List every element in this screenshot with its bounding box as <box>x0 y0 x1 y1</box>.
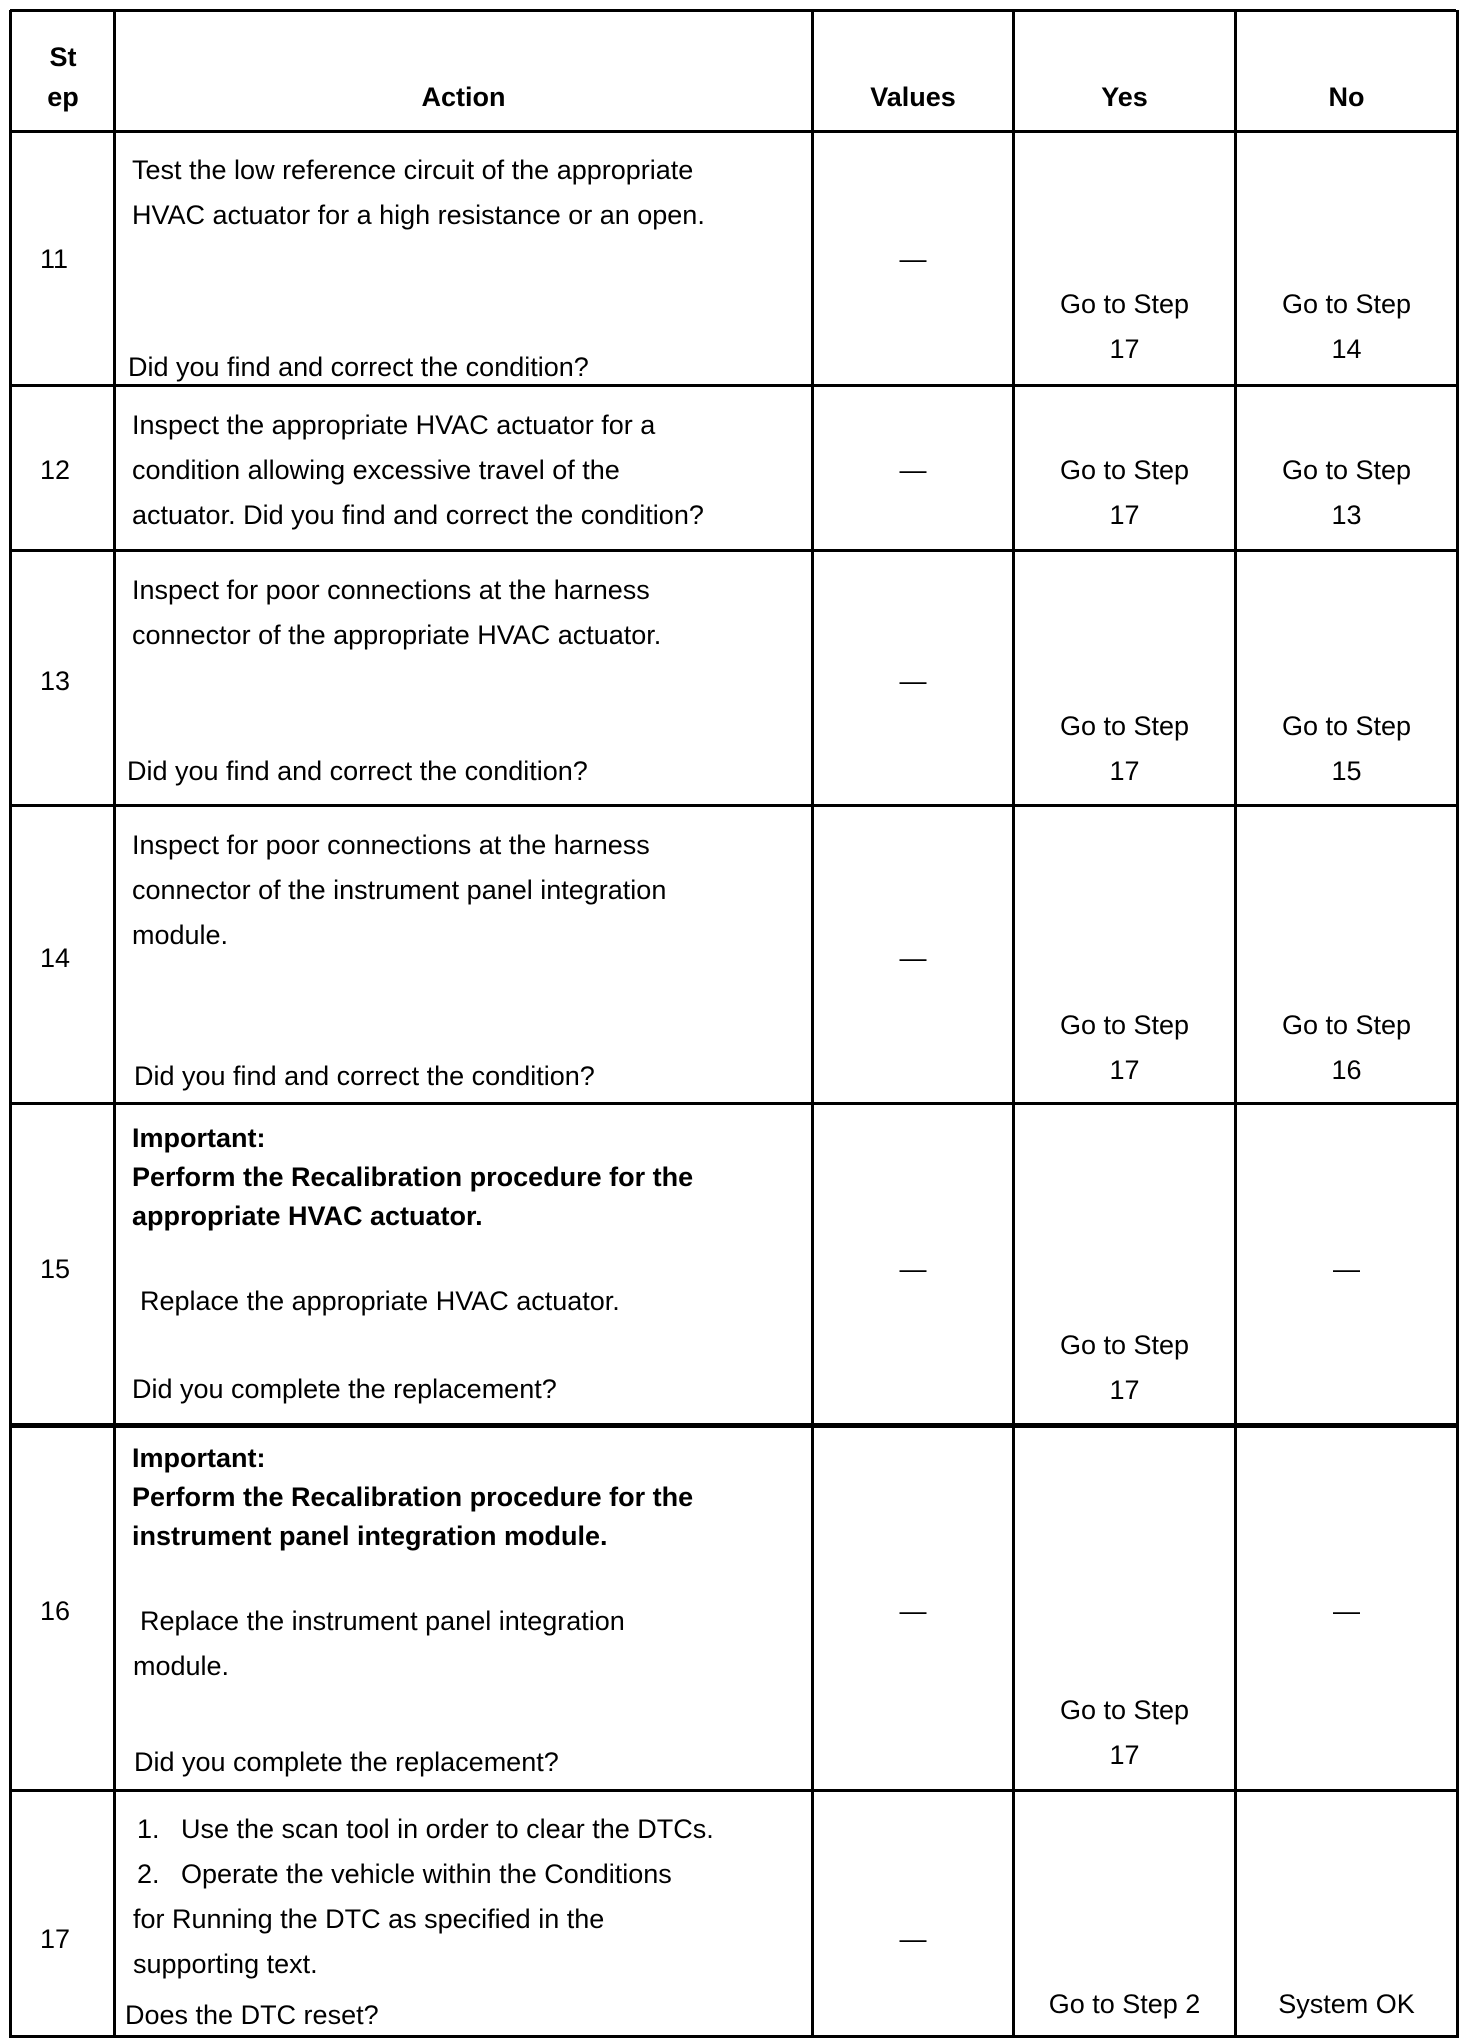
no-goto-text: Go to Step <box>1281 711 1412 741</box>
no-dash: — <box>1333 1596 1360 1626</box>
no-goto-step: 14 <box>1331 334 1362 364</box>
action-text: Replace the appropriate HVAC actuator. <box>140 1286 620 1316</box>
col-border <box>811 10 814 2038</box>
action-text: Replace the instrument panel integration <box>140 1606 625 1636</box>
step-number: 13 <box>40 666 71 696</box>
action-text: Test the low reference circuit of the appropriate <box>132 155 694 185</box>
no-goto-step: 13 <box>1331 500 1362 530</box>
yes-goto-text: Go to Step 2 <box>1048 1989 1201 2019</box>
row-border <box>10 804 1456 807</box>
action-text: Inspect the appropriate HVAC actuator for a <box>132 410 656 440</box>
action-text: for Running the DTC as specified in the <box>133 1904 605 1934</box>
yes-goto-text: Go to Step <box>1059 1330 1190 1360</box>
values-dash: — <box>899 1254 927 1284</box>
step-number: 15 <box>40 1254 71 1284</box>
important-label: Important: <box>132 1443 266 1473</box>
important-label: Important: <box>132 1123 266 1153</box>
no-goto-text: Go to Step <box>1281 1010 1412 1040</box>
yes-goto-step: 17 <box>1109 1055 1140 1085</box>
values-dash: — <box>899 1596 927 1626</box>
col-border <box>1456 10 1459 2038</box>
yes-goto-text: Go to Step <box>1059 1010 1190 1040</box>
action-text: condition allowing excessive travel of the <box>132 455 620 485</box>
step-number: 12 <box>40 455 71 485</box>
row-border <box>10 384 1456 387</box>
yes-goto-step: 17 <box>1109 1375 1140 1405</box>
no-result-text: System OK <box>1278 1989 1415 2019</box>
action-question: Did you find and correct the condition? <box>128 352 589 382</box>
action-question: Did you find and correct the condition? <box>127 756 588 786</box>
action-text: Inspect for poor connections at the harness <box>132 575 650 605</box>
values-dash: — <box>899 455 927 485</box>
action-text: module. <box>133 1651 230 1681</box>
action-text: connector of the appropriate HVAC actuator. <box>132 620 662 650</box>
step-number: 16 <box>40 1596 71 1626</box>
action-text: module. <box>132 920 229 950</box>
action-text: actuator. Did you find and correct the condition? <box>132 500 704 530</box>
col-border <box>113 10 116 2038</box>
action-text: Use the scan tool in order to clear the DTCs. <box>181 1814 714 1844</box>
no-dash: — <box>1333 1254 1360 1284</box>
yes-goto-step: 17 <box>1109 1740 1140 1770</box>
action-question: Did you find and correct the condition? <box>134 1061 595 1091</box>
list-marker: 1. <box>137 1814 160 1844</box>
values-dash: — <box>899 666 927 696</box>
row-border <box>10 1102 1456 1105</box>
yes-goto-text: Go to Step <box>1059 711 1190 741</box>
header-no: No <box>1328 82 1365 112</box>
yes-goto-text: Go to Step <box>1059 289 1190 319</box>
row-border <box>10 9 1456 12</box>
header-step-line2: ep <box>47 82 79 112</box>
values-dash: — <box>899 1924 927 1954</box>
no-goto-step: 15 <box>1331 756 1362 786</box>
important-text: instrument panel integration module. <box>132 1521 608 1551</box>
row-border <box>10 2035 1456 2038</box>
important-text: Perform the Recalibration procedure for the <box>132 1162 694 1192</box>
action-text: Operate the vehicle within the Conditions <box>181 1859 672 1889</box>
values-dash: — <box>899 943 927 973</box>
row-border <box>10 130 1456 133</box>
action-question: Did you complete the replacement? <box>134 1747 559 1777</box>
header-values: Values <box>870 82 956 112</box>
header-action: Action <box>421 82 506 112</box>
step-number: 14 <box>40 943 71 973</box>
list-marker: 2. <box>137 1859 160 1889</box>
row-border <box>10 549 1456 552</box>
col-border <box>9 10 12 2038</box>
no-goto-text: Go to Step <box>1281 289 1412 319</box>
yes-goto-step: 17 <box>1109 756 1140 786</box>
action-text: Inspect for poor connections at the harness <box>132 830 650 860</box>
yes-goto-text: Go to Step <box>1059 1695 1190 1725</box>
header-step-line1: St <box>49 42 77 72</box>
action-question: Does the DTC reset? <box>125 2000 379 2030</box>
no-goto-step: 16 <box>1331 1055 1362 1085</box>
yes-goto-step: 17 <box>1109 500 1140 530</box>
header-yes: Yes <box>1101 82 1148 112</box>
action-text: supporting text. <box>133 1949 318 1979</box>
row-border <box>10 1423 1456 1428</box>
important-text: appropriate HVAC actuator. <box>132 1201 483 1231</box>
values-dash: — <box>899 244 927 274</box>
action-text: connector of the instrument panel integration <box>132 875 667 905</box>
step-number: 17 <box>40 1924 71 1954</box>
action-question: Did you complete the replacement? <box>132 1374 557 1404</box>
yes-goto-text: Go to Step <box>1059 455 1190 485</box>
action-text: HVAC actuator for a high resistance or an open. <box>132 200 705 230</box>
no-goto-text: Go to Step <box>1281 455 1412 485</box>
row-border <box>10 1789 1456 1792</box>
step-number: 11 <box>40 244 69 274</box>
yes-goto-step: 17 <box>1109 334 1140 364</box>
important-text: Perform the Recalibration procedure for the <box>132 1482 694 1512</box>
